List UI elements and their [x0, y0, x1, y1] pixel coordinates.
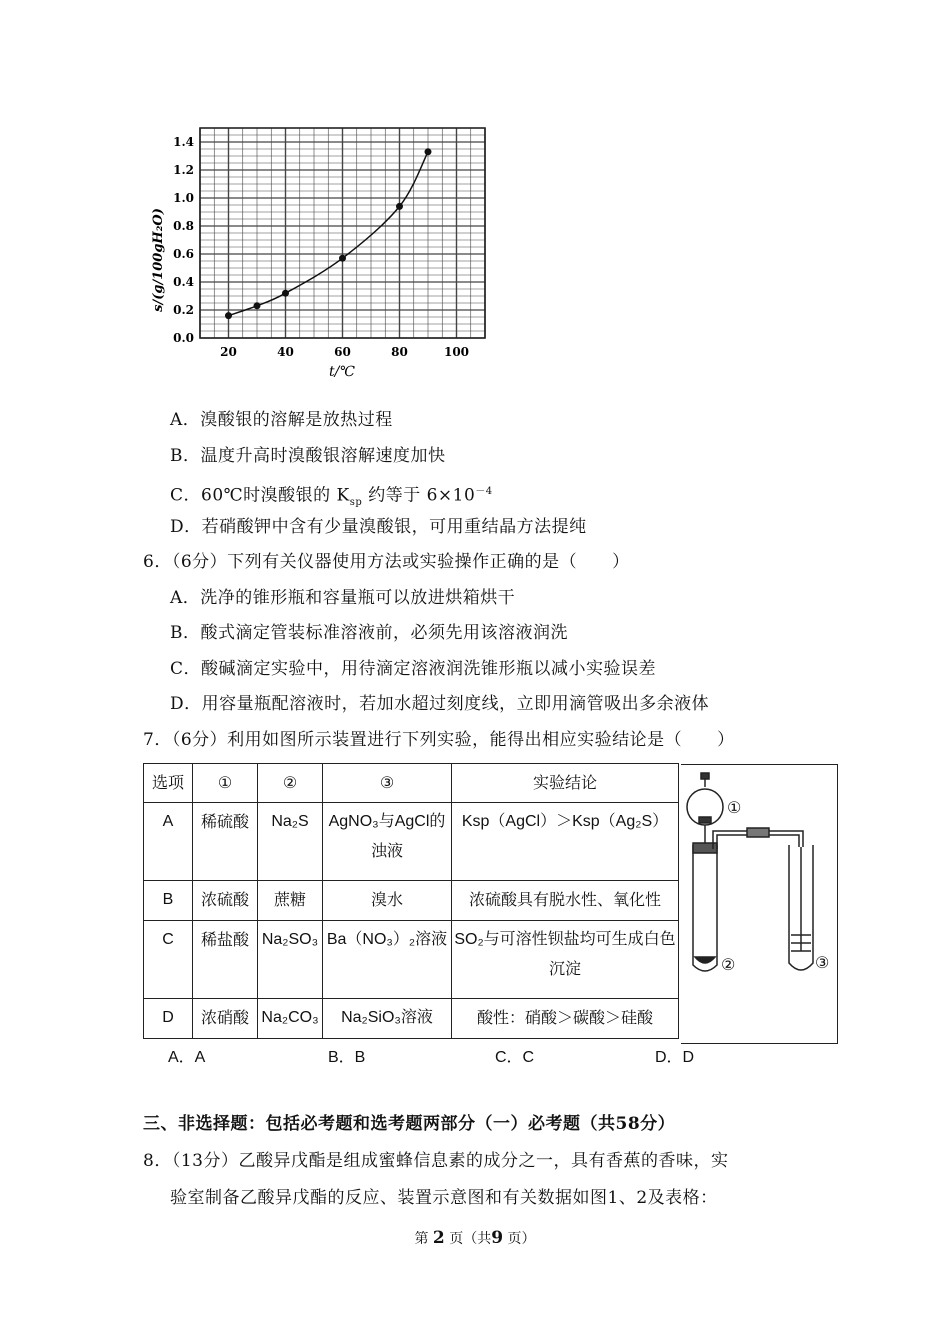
y-tick-label: 0.6 [173, 247, 194, 261]
header-1: ① [193, 764, 258, 803]
header-2: ② [258, 764, 323, 803]
x-tick-label: 40 [277, 345, 294, 359]
label-3: ③ [815, 953, 830, 972]
q7-choice-d: D．D [655, 1049, 695, 1066]
y-tick-label: 0.8 [173, 219, 194, 233]
header-conclusion: 实验结论 [452, 764, 679, 803]
data-point [339, 255, 346, 262]
q6-stem: 6．（6分）下列有关仪器使用方法或实验操作正确的是（ ） [143, 552, 630, 572]
header-3: ③ [323, 764, 452, 803]
table-row: B 浓硫酸 蔗糖 溴水 浓硫酸具有脱水性、氧化性 [144, 881, 679, 921]
q6-option-d: D．用容量瓶配溶液时，若加水超过刻度线，立即用滴管吸出多余液体 [170, 694, 710, 714]
apparatus-figure [681, 764, 838, 1044]
q6-option-b: B．酸式滴定管装标准溶液前，必须先用该溶液润洗 [170, 623, 568, 643]
table-row: D 浓硝酸 Na₂CO₃ Na₂SiO₃溶液 酸性：硝酸＞碳酸＞硅酸 [144, 999, 679, 1039]
q8-line-1: 8．（13分）乙酸异戊酯是组成蜜蜂信息素的成分之一，具有香蕉的香味，实 [143, 1151, 729, 1171]
chart-grid [200, 128, 485, 338]
q7-choice-b: B．B [328, 1049, 366, 1066]
q5-option-a: A．溴酸银的溶解是放热过程 [170, 410, 393, 430]
x-tick-label: 100 [443, 345, 470, 359]
q6-option-c: C．酸碱滴定实验中，用待滴定溶液润洗锥形瓶以减小实验误差 [170, 659, 657, 679]
x-tick-label: 20 [220, 345, 237, 359]
q7-choice-a: A．A [168, 1049, 206, 1066]
solubility-chart [140, 120, 500, 390]
label-2: ② [721, 955, 736, 974]
q7-stem: 7．（6分）利用如图所示装置进行下列实验，能得出相应实验结论是（ ） [143, 730, 735, 750]
x-tick-label: 80 [391, 345, 408, 359]
data-point [425, 148, 432, 155]
table-row: A 稀硫酸 Na₂S AgNO₃与AgCl的浊液 Ksp（AgCl）＞Ksp（Ag₂S） [144, 803, 679, 881]
y-tick-label: 0.2 [173, 303, 194, 317]
section-title: 三、非选择题：包括必考题和选考题两部分（一）必考题（共58分） [143, 1114, 676, 1134]
q6-option-a: A．洗净的锥形瓶和容量瓶可以放进烘箱烘干 [170, 588, 516, 608]
data-point [254, 302, 261, 309]
q7-choice-c: C．C [495, 1049, 535, 1066]
q5-option-c: C．60℃时溴酸银的 $K_{sp}$ 约等于 $6\times 10^{-4}$ [170, 485, 493, 509]
header-option: 选项 [144, 764, 193, 803]
data-point [282, 290, 289, 297]
y-tick-label: 0.4 [173, 275, 194, 289]
page-footer: 第 2 页（共9 页） [414, 1228, 536, 1248]
data-point [396, 203, 403, 210]
apparatus-drawing [681, 765, 837, 1043]
q8-line-2: 验室制备乙酸异戊酯的反应、装置示意图和有关数据如图1、2及表格： [170, 1188, 718, 1208]
q5-option-b: B．温度升高时溴酸银溶解速度加快 [170, 446, 446, 466]
y-tick-label: 1.0 [173, 191, 194, 205]
x-tick-label: 60 [334, 345, 351, 359]
y-axis-label: s/(g/100gH₂O) [151, 208, 166, 312]
x-axis-label: t/℃ [328, 364, 356, 380]
data-point [225, 312, 232, 319]
label-1: ① [727, 798, 742, 817]
y-tick-label: 1.4 [173, 135, 194, 149]
table-row: C 稀盐酸 Na₂SO₃ Ba（NO₃）₂溶液 SO₂与可溶性钡盐均可生成白色沉淀 [144, 921, 679, 999]
q5-option-d: D．若硝酸钾中含有少量溴酸银，可用重结晶方法提纯 [170, 517, 587, 537]
q7-table [143, 763, 679, 1039]
y-tick-label: 0.0 [173, 331, 194, 345]
y-tick-label: 1.2 [173, 163, 194, 177]
